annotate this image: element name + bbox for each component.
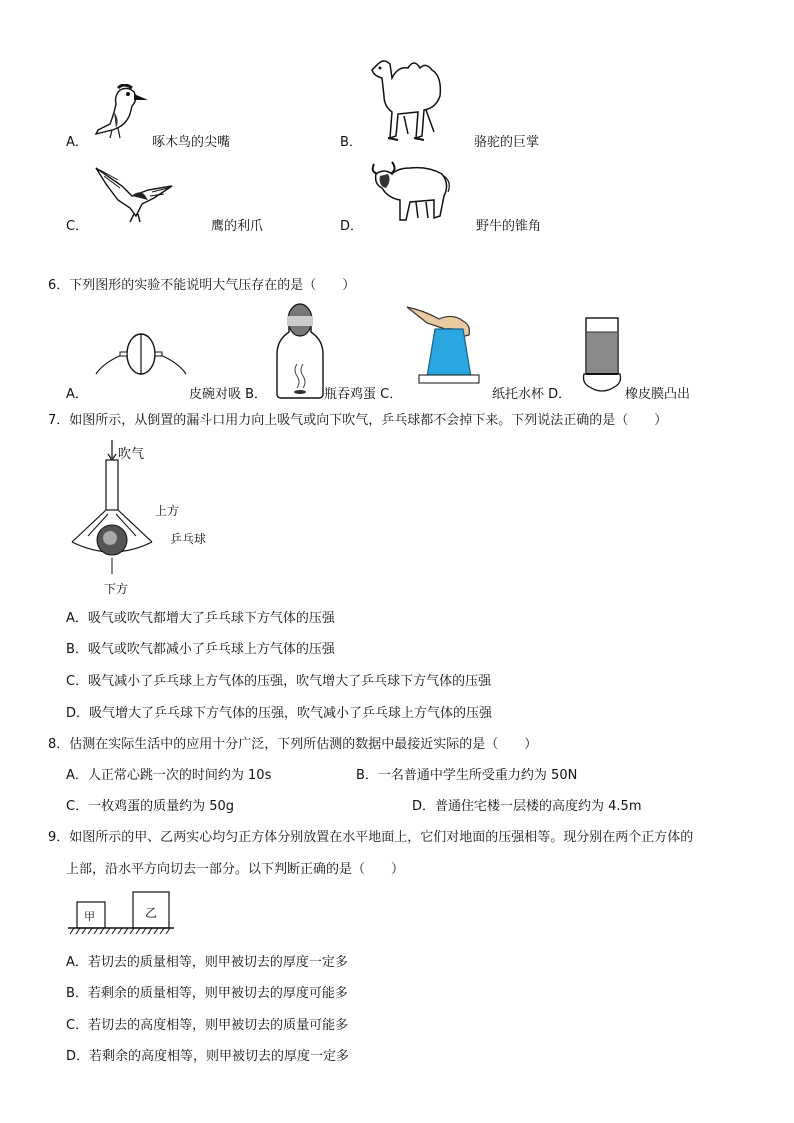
q5-option-b-text: 骆驼的巨掌 xyxy=(474,135,540,150)
q7-label-down: 下方 xyxy=(104,582,129,596)
q5-option-b-letter: B． xyxy=(340,135,362,150)
q7-stem: 7．如图所示，从倒置的漏斗口用力向上吸气或向下吹气，乒乓球都不会掉下来。下列说法正确的是（ ） xyxy=(48,413,668,428)
q5-option-c-text: 鹰的利爪 xyxy=(211,219,264,234)
q5-option-d-letter: D． xyxy=(340,219,364,234)
q7-option-b: B．吸气或吹气都减小了乒乓球上方气体的压强 xyxy=(66,642,335,657)
q7-label-up: 上方 xyxy=(155,504,180,518)
q8-stem: 8．估测在实际生活中的应用十分广泛，下列所估测的数据中最接近实际的是（ ） xyxy=(48,737,538,752)
q6-option-b-text: 瓶吞鸡蛋 C． xyxy=(324,387,403,402)
q5-option-d-text: 野牛的锥角 xyxy=(476,219,542,234)
q8-option-d: D．普通住宅楼一层楼的高度约为 4.5m xyxy=(412,799,642,814)
q8-option-b: B．一名普通中学生所受重力约为 50N xyxy=(356,768,578,783)
q9-stem-line1: 9．如图所示的甲、乙两实心均匀正方体分别放置在水平地面上，它们对地面的压强相等。现分别在两个正方体的 xyxy=(48,830,694,845)
camel-image xyxy=(364,56,448,142)
suction-cups-image xyxy=(94,332,188,376)
q6-option-a-letter: A． xyxy=(66,387,88,402)
woodpecker-image xyxy=(90,84,150,140)
q5-option-c-letter: C． xyxy=(66,219,89,234)
funnel-pingpong-diagram xyxy=(64,438,154,598)
q7-option-c: C．吸气减小了乒乓球上方气体的压强，吹气增大了乒乓球下方气体的压强 xyxy=(66,674,492,689)
q7-option-a: A．吸气或吹气都增大了乒乓球下方气体的压强 xyxy=(66,611,335,626)
rubber-membrane-image xyxy=(582,316,622,396)
bison-image xyxy=(366,158,452,224)
q5-option-a-text: 啄木鸟的尖嘴 xyxy=(152,135,231,150)
q5-option-a-letter: A． xyxy=(66,135,88,150)
q9-stem-line2: 上部，沿水平方向切去一部分。以下判断正确的是（ ） xyxy=(66,862,405,877)
q8-option-a: A．人正常心跳一次的时间约为 10s xyxy=(66,768,272,783)
q9-option-a: A．若切去的质量相等，则甲被切去的厚度一定多 xyxy=(66,955,348,970)
q9-option-d: D．若剩余的高度相等，则甲被切去的厚度一定多 xyxy=(66,1049,350,1064)
cubes-diagram xyxy=(66,888,176,940)
q7-label-ball: 乒乓球 xyxy=(170,532,207,546)
q6-option-a-text: 皮碗对吸 B． xyxy=(189,387,268,402)
bottle-egg-image xyxy=(275,302,325,400)
q7-label-blow: 吹气 xyxy=(118,447,145,462)
q9-label-jia: 甲 xyxy=(84,910,95,923)
q9-option-b: B．若剩余的质量相等，则甲被切去的厚度可能多 xyxy=(66,986,348,1001)
q6-stem: 6．下列图形的实验不能说明大气压存在的是（ ） xyxy=(48,278,356,293)
q6-option-d-text: 橡皮膜凸出 xyxy=(625,387,691,402)
q8-option-c: C．一枚鸡蛋的质量约为 50g xyxy=(66,799,235,814)
eagle-image xyxy=(92,160,176,224)
q6-option-c-text: 纸托水杯 D． xyxy=(492,387,572,402)
q7-option-d: D．吸气增大了乒乓球下方气体的压强，吹气减小了乒乓球上方气体的压强 xyxy=(66,706,493,721)
q9-label-yi: 乙 xyxy=(145,906,158,920)
paper-cup-image xyxy=(405,305,485,385)
q9-option-c: C．若切去的高度相等，则甲被切去的质量可能多 xyxy=(66,1018,349,1033)
